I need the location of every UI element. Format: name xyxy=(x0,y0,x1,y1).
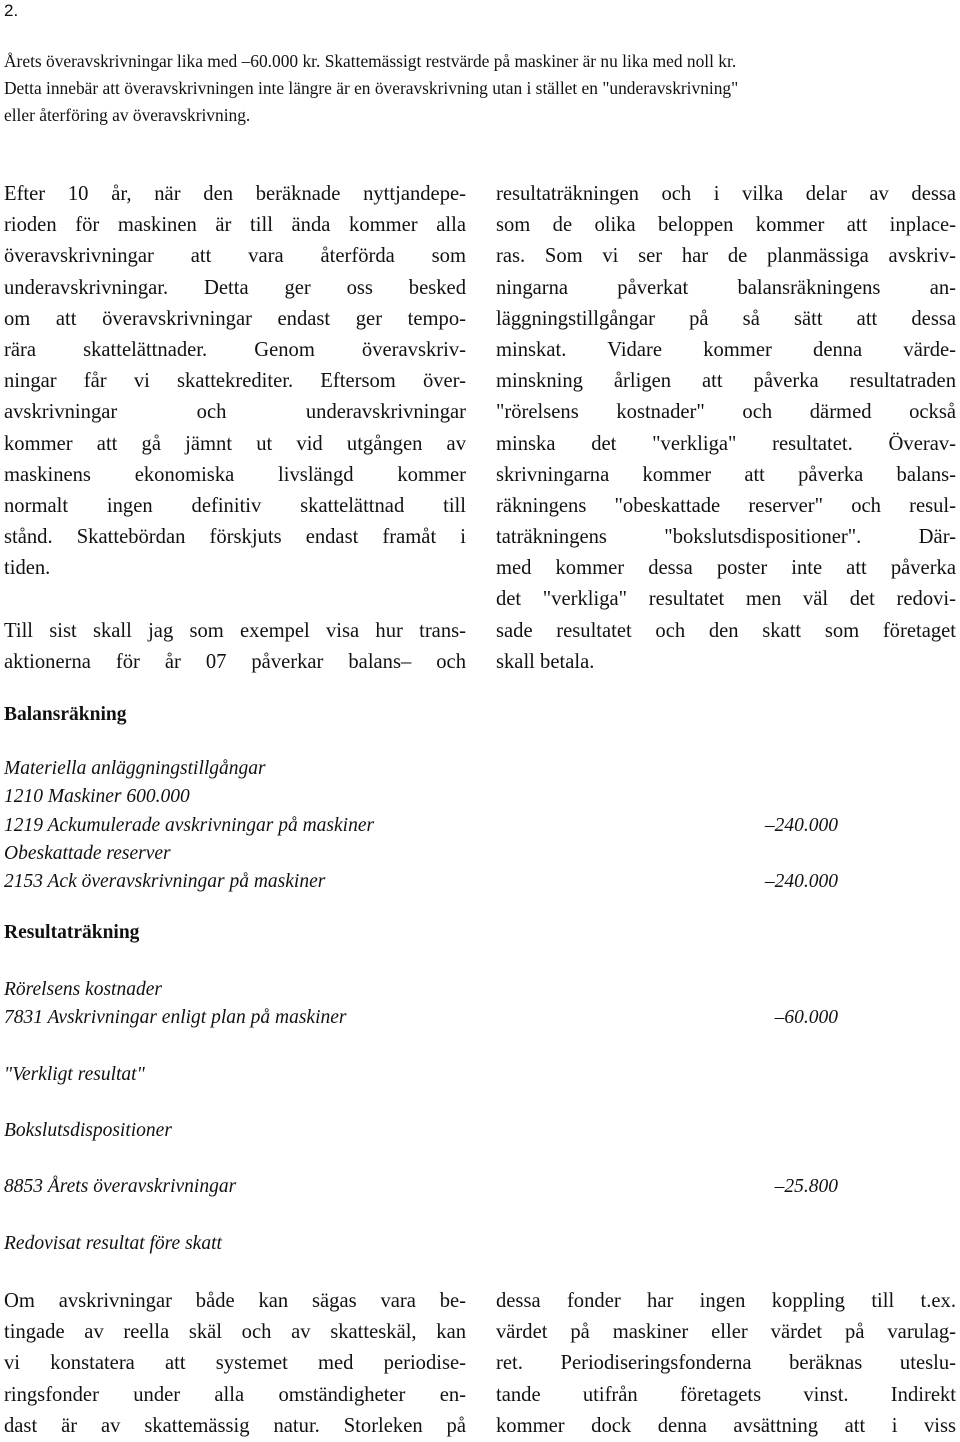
text-line: med kommer dessa poster inte att påverka xyxy=(496,557,956,580)
text-line: värdet på maskiner eller värdet på varulag- xyxy=(496,1321,956,1344)
text-line: överavskrivningar att vara återförda som xyxy=(4,245,466,268)
income-row-7831-label: 7831 Avskrivningar enligt plan på maskiner xyxy=(4,1007,347,1028)
right-column-top xyxy=(496,179,956,678)
text-line: kommer dock denna avsättning att i viss xyxy=(496,1414,956,1437)
text-line: dast är av skattemässig natur. Storleken på xyxy=(4,1414,466,1437)
text-line: maskinens ekonomiska livslängd kommer xyxy=(4,463,466,486)
text-line: vi konstatera att systemet med periodise- xyxy=(4,1352,466,1375)
text-line: sade resultatet och den skatt som företaget xyxy=(496,619,956,642)
text-line: ringsfonder under alla omständigheter en- xyxy=(4,1383,466,1406)
balance-group-fixed-assets: Materiella anläggningstillgångar xyxy=(4,758,266,779)
left-column-bottom xyxy=(4,1286,466,1442)
text-line: underavskrivningar. Detta ger oss besked xyxy=(4,276,466,299)
text-line: "rörelsens kostnader" och därmed också xyxy=(496,401,956,424)
text-line: kommer att gå jämnt ut vid utgången av xyxy=(4,432,466,455)
income-row-8853-label: 8853 Årets överavskrivningar xyxy=(4,1176,237,1197)
right-column-bottom xyxy=(496,1286,956,1442)
balance-row-2153-amount: –240.000 xyxy=(764,871,838,892)
text-line: Om avskrivningar både kan sägas vara be- xyxy=(4,1290,466,1312)
income-group-appropriations: Bokslutsdispositioner xyxy=(4,1120,172,1141)
income-row-8853-amount: –25.800 xyxy=(774,1176,838,1197)
text-line: ningarna påverkat balansräkningens an- xyxy=(496,276,956,299)
income-real-result: "Verkligt resultat" xyxy=(4,1064,145,1085)
balance-group-untaxed-reserves: Obeskattade reserver xyxy=(4,843,171,864)
intro-paragraph xyxy=(4,48,959,129)
text-line: ras. Som vi ser har de planmässiga avskriv- xyxy=(496,245,956,268)
balance-row-1219-amount: –240.000 xyxy=(764,815,838,836)
text-line: minskat. Vidare kommer denna värde- xyxy=(496,338,956,361)
text-line: tande utifrån företagets vinst. Indirekt xyxy=(496,1383,956,1406)
text-line: stånd. Skattebördan förskjuts endast framåt i xyxy=(4,526,466,549)
text-line: avskrivningar och underavskrivningar xyxy=(4,401,466,424)
left-column-top xyxy=(4,179,466,678)
balance-row-1210: 1210 Maskiner 600.000 xyxy=(4,786,190,807)
text-line: rioden för maskinen är till ända kommer alla xyxy=(4,214,466,237)
text-line: minskning årligen att påverka resultatraden xyxy=(496,370,956,393)
text-line: normalt ingen definitiv skattelättnad till xyxy=(4,494,466,517)
intro-line: Detta innebär att överavskrivningen inte längre är en överavskrivning utan i stället en "underavskrivning" xyxy=(4,78,739,98)
balance-sheet-heading: Balansräkning xyxy=(4,704,127,725)
page-number: 2. xyxy=(4,1,19,20)
text-line: Till sist skall jag som exempel visa hur trans- xyxy=(4,619,466,642)
intro-line: Årets överavskrivningar lika med –60.000 kr. Skattemässigt restvärde på maskiner är nu lika med noll kr. xyxy=(4,51,737,71)
text-line: resultaträkningen och i vilka delar av dessa xyxy=(496,183,956,205)
text-line: aktionerna för år 07 påverkar balans– och xyxy=(4,650,466,673)
text-line: Efter 10 år, när den beräknade nyttjandepe- xyxy=(4,183,466,205)
text-line: om att överavskrivningar endast ger tempo- xyxy=(4,307,466,330)
intro-line: eller återföring av överavskrivning. xyxy=(4,105,251,125)
text-line: som de olika beloppen kommer att inplace- xyxy=(496,214,956,237)
text-line: det "verkliga" resultatet men väl det redovi- xyxy=(496,588,956,611)
text-line: rära skattelättnader. Genom överavskriv- xyxy=(4,338,466,361)
text-line: skrivningarna kommer att påverka balans- xyxy=(496,463,956,486)
text-line: räkningens "obeskattade reserver" och resul- xyxy=(496,494,956,517)
text-line: dessa fonder har ingen koppling till t.ex. xyxy=(496,1290,956,1312)
income-group-operating-costs: Rörelsens kostnader xyxy=(4,979,162,1000)
text-line: ningar får vi skattekrediter. Eftersom över- xyxy=(4,370,466,393)
balance-row-1219-label: 1219 Ackumulerade avskrivningar på maskiner xyxy=(4,815,375,836)
text-line: ret. Periodiseringsfonderna beräknas uteslu- xyxy=(496,1352,956,1375)
text-line: tiden. xyxy=(4,557,51,580)
income-reported-result: Redovisat resultat före skatt xyxy=(4,1233,222,1254)
text-line: minska det "verkliga" resultatet. Överav- xyxy=(496,432,956,455)
balance-row-2153-label: 2153 Ack överavskrivningar på maskiner xyxy=(4,871,326,892)
text-line: läggningstillgångar på så sätt att dessa xyxy=(496,307,956,330)
text-line: tingade av reella skäl och av skatteskäl, kan xyxy=(4,1321,466,1344)
text-line: taträkningens "bokslutsdispositioner". Där- xyxy=(496,526,956,549)
text-line: skall betala. xyxy=(496,650,595,673)
income-statement-heading: Resultaträkning xyxy=(4,922,140,943)
income-row-7831-amount: –60.000 xyxy=(774,1007,838,1028)
